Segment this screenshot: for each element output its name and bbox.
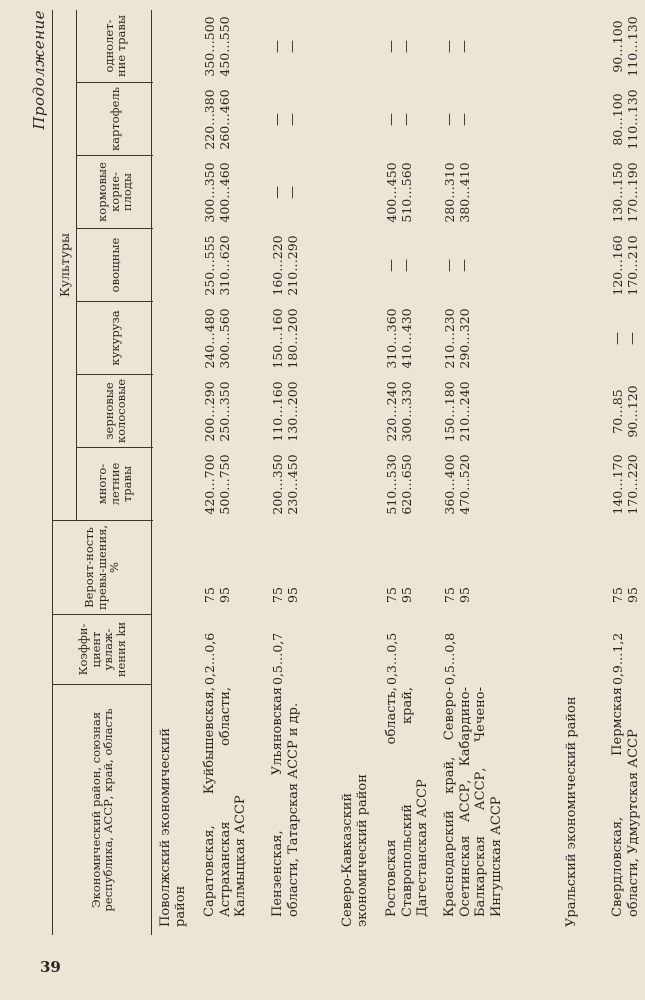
header-probability: Вероят-ность превы-шения, % <box>53 521 151 615</box>
crop-value: 310…620 <box>217 235 232 296</box>
header-coefficient: Коэффи-циент увлаж-нения kи <box>53 615 151 685</box>
crop-value: 90…120 <box>625 385 640 438</box>
header-crop-vegetables: овощные <box>77 229 153 302</box>
crop-value: — <box>285 186 300 199</box>
crop-value: 220…240 <box>384 381 399 442</box>
crop-value: 300…350 <box>202 162 217 223</box>
section-title: Уральский экономический район <box>564 696 579 927</box>
probability-value: 95 <box>457 587 472 603</box>
crop-value: — <box>270 40 285 53</box>
crop-value: — <box>285 40 300 53</box>
probability-value: 75 <box>610 587 625 603</box>
crop-value: — <box>285 113 300 126</box>
continuation-label: Продолжение <box>30 10 48 130</box>
crop-value: 90…100 <box>610 20 625 73</box>
probability-value: 75 <box>442 587 457 603</box>
crop-value: 130…150 <box>610 162 625 223</box>
crop-value: — <box>442 259 457 272</box>
probability-value: 95 <box>285 587 300 603</box>
region-name: Пензенская, Ульяновская области, Татарская АССР и др. <box>270 687 301 917</box>
crop-value: 200…290 <box>202 381 217 442</box>
crop-value: — <box>610 332 625 345</box>
crop-value: 110…130 <box>625 89 640 150</box>
crop-value: 170…220 <box>625 454 640 515</box>
header-crop-root-fodder: кормовые корне-плоды <box>77 156 153 229</box>
crop-value: 620…650 <box>399 454 414 515</box>
region-name: Свердловская, Пермская области, Удмуртская АССР <box>610 687 641 917</box>
crop-value: 510…560 <box>399 162 414 223</box>
crop-value: 500…750 <box>217 454 232 515</box>
probability-value: 95 <box>399 587 414 603</box>
crop-value: 210…240 <box>457 381 472 442</box>
probability-value: 75 <box>202 587 217 603</box>
header-crop-annual: однолет-ние травы <box>77 10 153 83</box>
crop-value: — <box>399 40 414 53</box>
coefficient-value: 0,5…0,7 <box>270 632 285 685</box>
crop-value: — <box>270 186 285 199</box>
crop-value: 240…480 <box>202 308 217 369</box>
crop-value: — <box>625 332 640 345</box>
crop-value: 290…320 <box>457 308 472 369</box>
crop-value: 140…170 <box>610 454 625 515</box>
probability-value: 75 <box>270 587 285 603</box>
table-header <box>52 10 152 935</box>
crop-value: 130…200 <box>285 381 300 442</box>
crop-value: 250…350 <box>217 381 232 442</box>
crop-value: 470…520 <box>457 454 472 515</box>
crop-value: 420…700 <box>202 454 217 515</box>
crop-value: 210…230 <box>442 308 457 369</box>
crop-value: 170…190 <box>625 162 640 223</box>
probability-value: 75 <box>384 587 399 603</box>
probability-value: 95 <box>625 587 640 603</box>
crop-value: 210…290 <box>285 235 300 296</box>
header-crop-perennial: много-летние травы <box>77 448 153 521</box>
crop-value: — <box>384 113 399 126</box>
crop-value: 250…555 <box>202 235 217 296</box>
header-region: Экономический район, союзная республика, АССР, край, область <box>88 708 115 912</box>
crop-value: 310…360 <box>384 308 399 369</box>
header-crop-grain: зерновые колосовые <box>77 375 153 448</box>
crop-value: 280…310 <box>442 162 457 223</box>
crop-value: 300…560 <box>217 308 232 369</box>
page-number: 39 <box>40 958 61 976</box>
crop-value: 180…200 <box>285 308 300 369</box>
crop-value: — <box>399 259 414 272</box>
rotated-table <box>0 10 645 935</box>
crop-value: — <box>399 113 414 126</box>
crop-value: — <box>384 40 399 53</box>
coefficient-value: 0,5…0,8 <box>442 632 457 685</box>
region-name: Саратовская, Куйбышевская, Астраханская области, Калмыцкая АССР <box>202 687 248 917</box>
crop-value: 400…450 <box>384 162 399 223</box>
crop-value: 110…160 <box>270 381 285 442</box>
crop-value: 260…460 <box>217 89 232 150</box>
crop-value: — <box>457 113 472 126</box>
coefficient-value: 0,9…1,2 <box>610 632 625 685</box>
crop-value: 70…85 <box>610 389 625 434</box>
header-crop-corn: кукуруза <box>77 302 153 375</box>
region-name: Ростовская область, Ставропольский край, Дагестанская АССР <box>384 687 430 917</box>
section-title: Поволжский экономический район <box>158 728 188 927</box>
section-title: Северо-Кавказский экономический район <box>340 774 370 927</box>
crop-value: 220…380 <box>202 89 217 150</box>
crop-value: — <box>442 40 457 53</box>
crop-value: 170…210 <box>625 235 640 296</box>
crop-value: 350…500 <box>202 16 217 77</box>
crop-value: 230…450 <box>285 454 300 515</box>
crop-value: 300…330 <box>399 381 414 442</box>
crop-value: 120…160 <box>610 235 625 296</box>
crop-value: 110…130 <box>625 16 640 77</box>
crop-value: — <box>442 113 457 126</box>
crop-value: — <box>384 259 399 272</box>
probability-value: 95 <box>217 587 232 603</box>
crop-value: 150…160 <box>270 308 285 369</box>
crop-value: 400…460 <box>217 162 232 223</box>
crop-value: — <box>457 40 472 53</box>
crop-value: 360…400 <box>442 454 457 515</box>
crop-value: 160…220 <box>270 235 285 296</box>
crop-value: 380…410 <box>457 162 472 223</box>
crop-value: 510…530 <box>384 454 399 515</box>
crop-value: 80…100 <box>610 93 625 146</box>
crop-value: 200…350 <box>270 454 285 515</box>
crop-value: 450…550 <box>217 16 232 77</box>
header-crop-potato: картофель <box>77 83 153 156</box>
coefficient-value: 0,2…0,6 <box>202 632 217 685</box>
crop-value: 410…430 <box>399 308 414 369</box>
crop-value: — <box>270 113 285 126</box>
region-name: Краснодарский край, Северо-Осетинская АССР, Кабардино-Балкарская АССР, Чечено-Ингушская АССР <box>442 687 504 917</box>
crop-value: 150…180 <box>442 381 457 442</box>
coefficient-value: 0,3…0,5 <box>384 632 399 685</box>
crop-value: — <box>457 259 472 272</box>
header-crops-group: Культуры <box>53 10 77 521</box>
